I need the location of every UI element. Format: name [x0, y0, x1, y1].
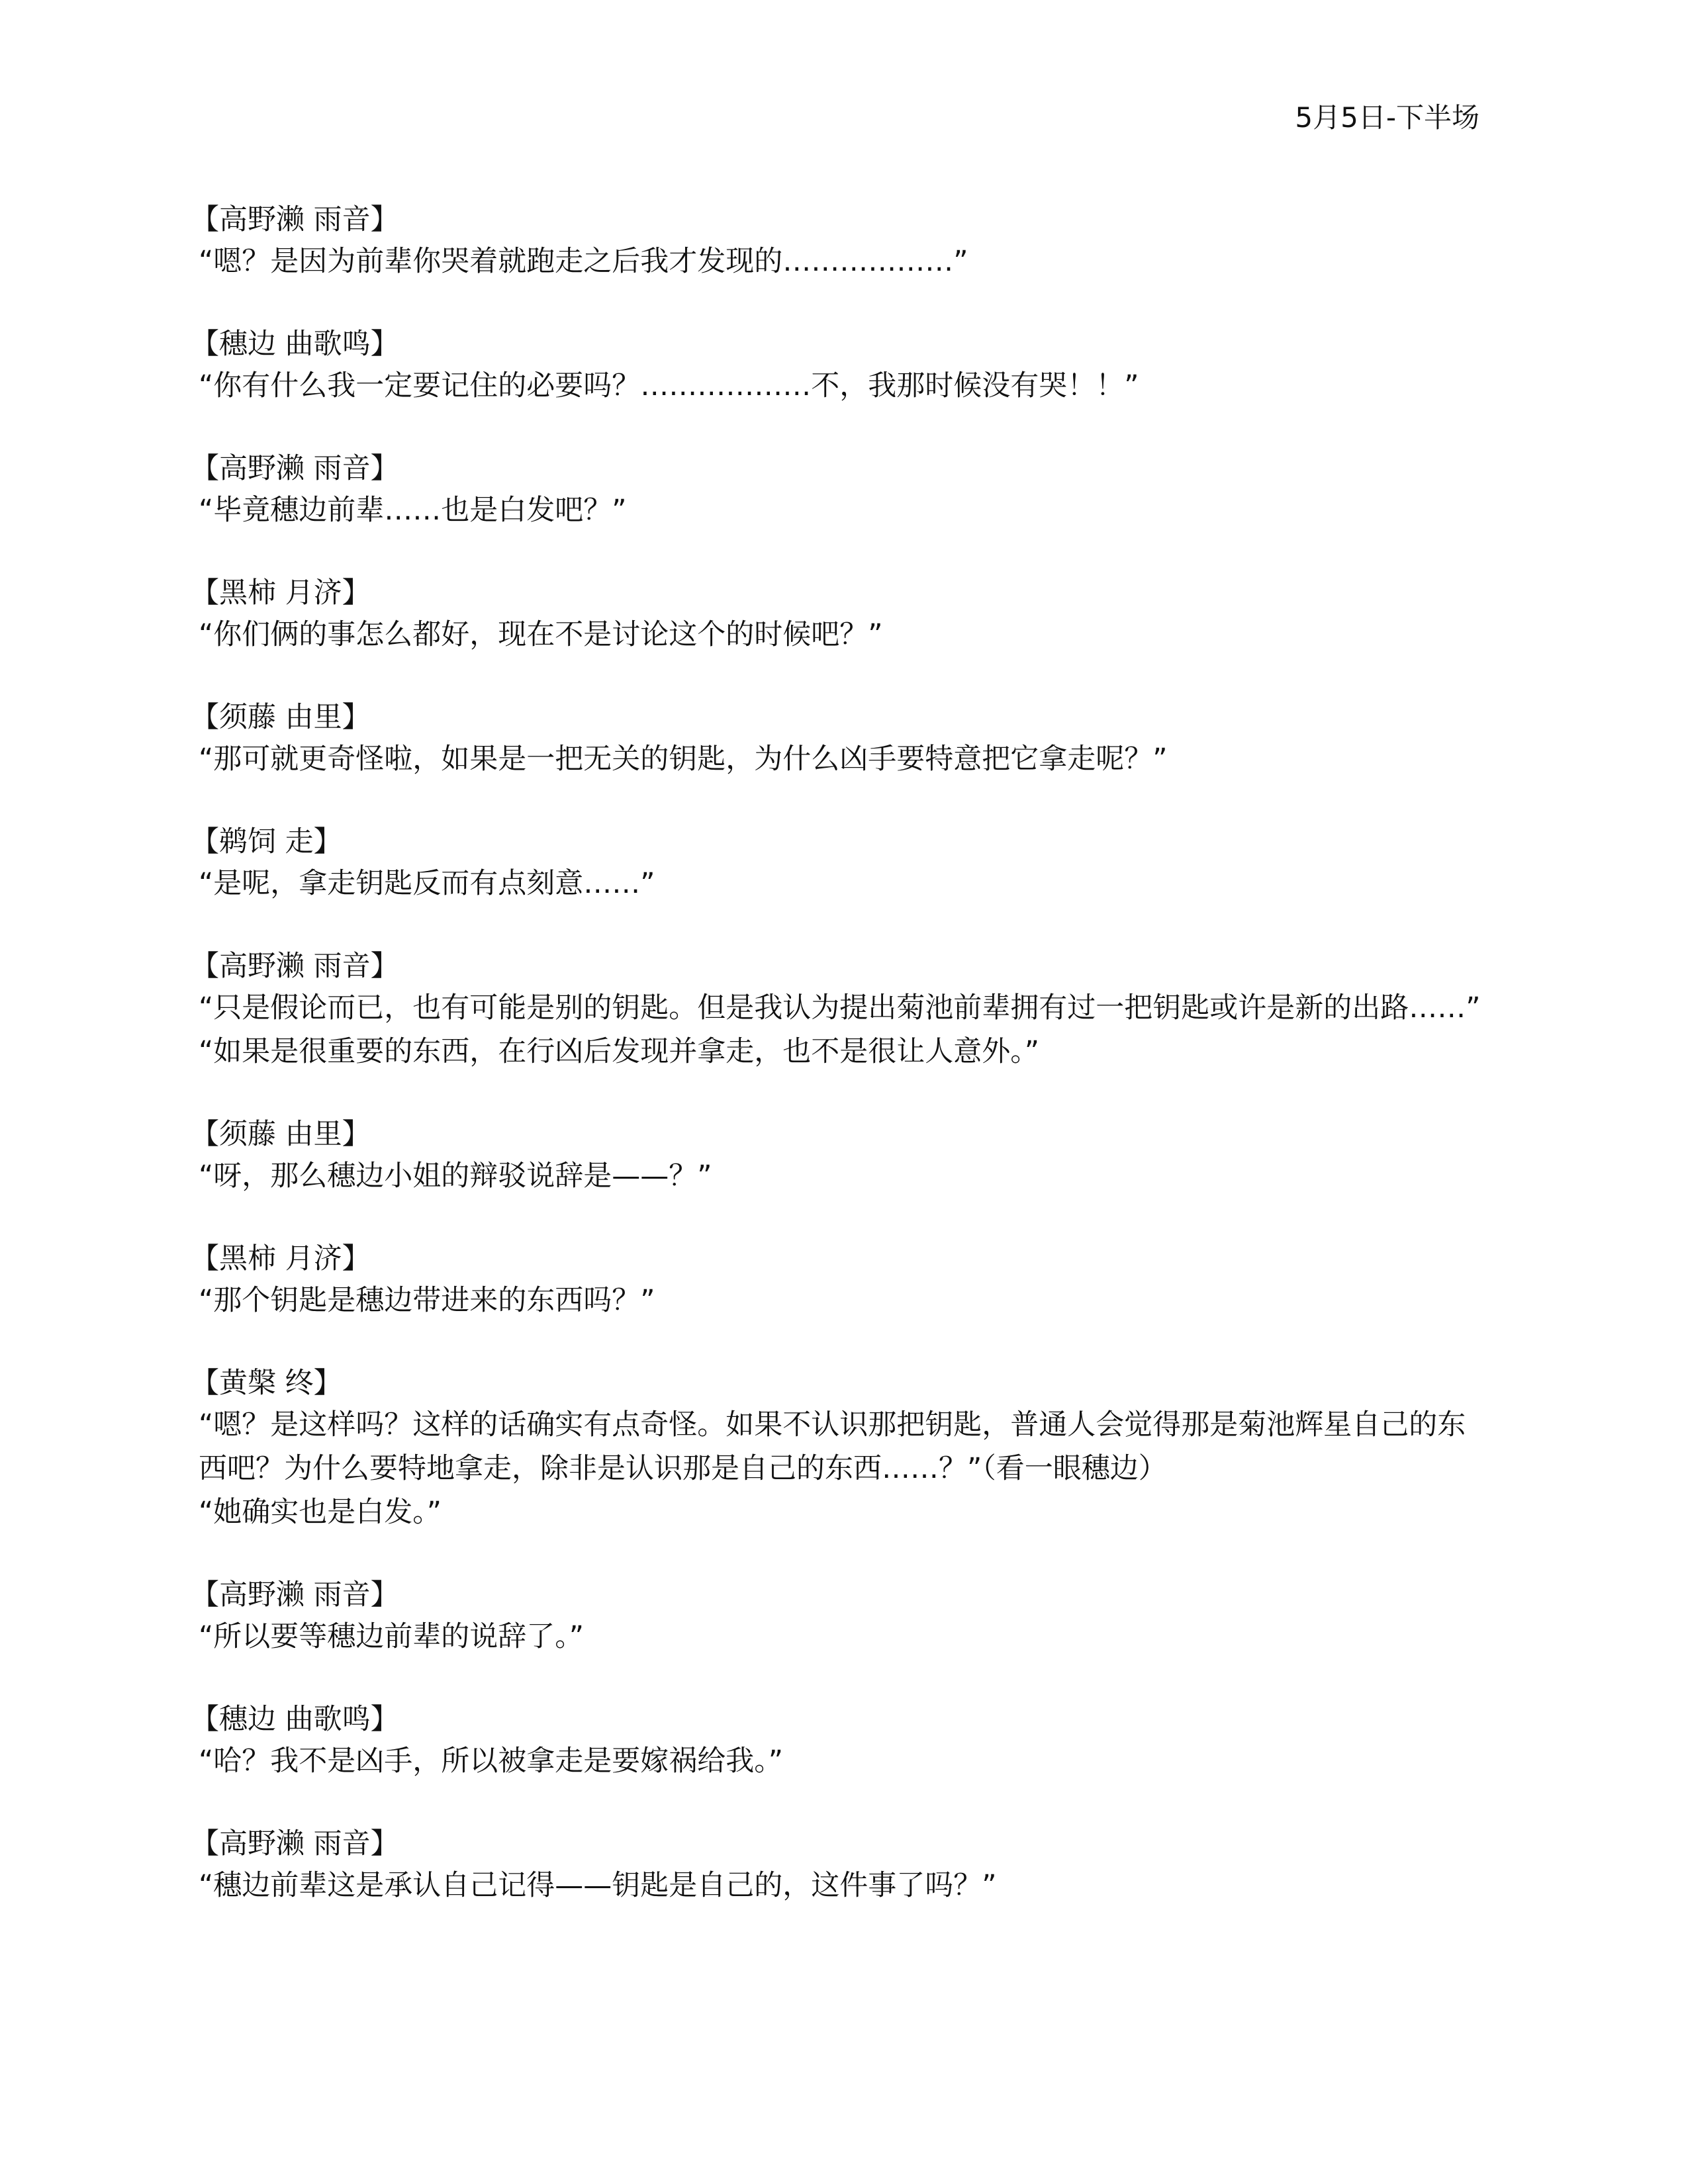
speaker-name: 【黄槃 终】	[191, 1367, 342, 1400]
speaker-name: 【穗边 曲歌鸣】	[191, 1703, 399, 1736]
speaker-name: 【须藤 由里】	[191, 701, 371, 734]
dialogue-entry	[191, 1239, 1489, 1322]
dialogue-line: “只是假论而已，也有可能是别的钥匙。但是我认为提出菊池前辈拥有过一把钥匙或许是新的出路……”	[199, 991, 1481, 1024]
dialogue-line: “穗边前辈这是承认自己记得——钥匙是自己的，这件事了吗？”	[199, 1869, 997, 1902]
dialogue-script	[191, 200, 1489, 1948]
speaker-name: 【高野濑 雨音】	[191, 1578, 399, 1612]
dialogue-entry	[191, 698, 1489, 781]
dialogue-line: “那可就更奇怪啦，如果是一把无关的钥匙，为什么凶手要特意把它拿走呢？”	[199, 743, 1168, 776]
dialogue-line: “她确实也是白发。”	[199, 1496, 442, 1529]
dialogue-line: “你们俩的事怎么都好，现在不是讨论这个的时候吧？”	[199, 618, 883, 651]
speaker-name: 【鹈饲 走】	[191, 825, 342, 858]
page-header-date: 5月5日-下半场	[1295, 101, 1479, 134]
dialogue-entry	[191, 324, 1489, 408]
dialogue-entry	[191, 946, 1489, 1073]
speaker-name: 【穗边 曲歌鸣】	[191, 328, 399, 361]
dialogue-line: “你有什么我一定要记住的必要吗？………………不，我那时候没有哭！！”	[199, 369, 1139, 402]
dialogue-entry	[191, 1824, 1489, 1907]
dialogue-line: “那个钥匙是穗边带进来的东西吗？”	[199, 1284, 655, 1317]
dialogue-line: “哈？我不是凶手，所以被拿走是要嫁祸给我。”	[199, 1745, 784, 1778]
speaker-name: 【须藤 由里】	[191, 1118, 371, 1151]
dialogue-entry	[191, 1700, 1489, 1783]
dialogue-entry	[191, 1363, 1489, 1534]
dialogue-line: “所以要等穗边前辈的说辞了。”	[199, 1620, 585, 1653]
speaker-name: 【高野濑 雨音】	[191, 1827, 399, 1860]
dialogue-entry	[191, 200, 1489, 283]
dialogue-line: “呀，那么穗边小姐的辩驳说辞是——？”	[199, 1160, 712, 1193]
speaker-name: 【黑柿 月济】	[191, 1242, 371, 1275]
dialogue-line: “如果是很重要的东西，在行凶后发现并拿走，也不是很让人意外。”	[199, 1035, 1040, 1068]
dialogue-line: “是呢，拿走钥匙反而有点刻意……”	[199, 867, 655, 900]
speaker-name: 【高野濑 雨音】	[191, 203, 399, 236]
dialogue-line: “嗯？是这样吗？这样的话确实有点奇怪。如果不认识那把钥匙，普通人会觉得那是菊池辉星自己的东西吧？为什么要特地拿走，除非是认识那是自己的东西……？”（看一眼穗边）	[199, 1408, 1466, 1485]
dialogue-line: “嗯？是因为前辈你哭着就跑走之后我才发现的………………”	[199, 245, 968, 278]
speaker-name: 【高野濑 雨音】	[191, 950, 399, 983]
dialogue-entry	[191, 1115, 1489, 1198]
dialogue-entry	[191, 822, 1489, 905]
dialogue-entry	[191, 449, 1489, 532]
dialogue-entry	[191, 573, 1489, 657]
speaker-name: 【黑柿 月济】	[191, 576, 371, 610]
dialogue-line: “毕竟穗边前辈……也是白发吧？”	[199, 494, 627, 527]
dialogue-entry	[191, 1575, 1489, 1659]
speaker-name: 【高野濑 雨音】	[191, 452, 399, 485]
